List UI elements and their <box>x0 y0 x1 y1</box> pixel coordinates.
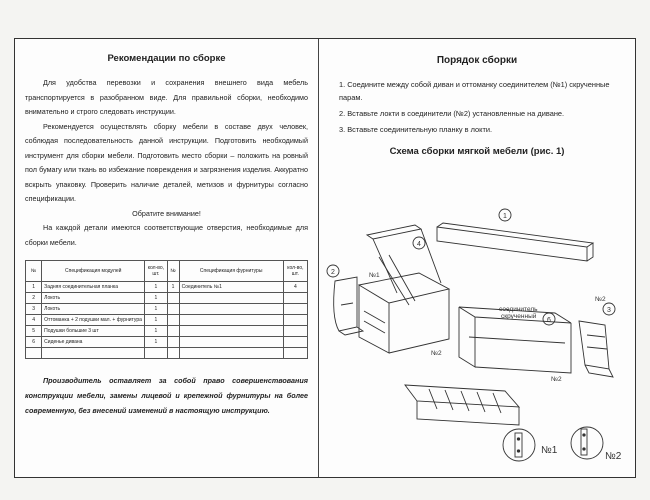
table-cell <box>179 315 283 326</box>
table-row <box>26 326 308 337</box>
left-page <box>15 39 318 477</box>
table-cell: 5 <box>26 326 42 337</box>
table-cell: Сиденье дивана <box>42 337 145 348</box>
label-connector: скрученный <box>501 313 537 320</box>
table-cell: 1 <box>145 337 167 348</box>
table-cell <box>283 304 307 315</box>
callout-1 <box>499 209 511 221</box>
table-header: Спецификация фурнитуры <box>179 261 283 282</box>
table-cell <box>167 293 179 304</box>
assembly-diagram <box>319 197 635 477</box>
table-cell <box>26 348 42 359</box>
ottoman-part <box>359 225 449 353</box>
table-header: кол-во, шт. <box>145 261 167 282</box>
callout-6 <box>543 313 555 325</box>
table-cell <box>42 348 145 359</box>
paragraph-assembly: Рекомендуется осуществлять сборку мебели в составе двух человек, соблюдая последовательность данной инструкции. Подготовить необходимый инструмент для сборки мебели. Подготовить место сборки – положить на ровный пол бумагу или ткань во избежание повреждения и загрязнения изделия. Аккуратно вскрыть упаковку. Проверить наличие деталей, метизов и фурнитуры согласно спецификации. <box>25 121 308 203</box>
table-row <box>26 337 308 348</box>
table-row <box>26 315 308 326</box>
label-n2: №2 <box>431 350 442 357</box>
table-cell: Соединитель №1 <box>179 282 283 293</box>
table-cell <box>167 315 179 326</box>
table-cell <box>179 337 283 348</box>
table-cell: 1 <box>145 293 167 304</box>
table-cell <box>179 326 283 337</box>
manufacturer-disclaimer: Производитель оставляет за собой право совершенствования конструкции мебели, замены лицевой и крепежной фурнитуры на более современную, без внесений изменений в настоящую инструкцию. <box>25 376 308 415</box>
table-header: кол-во, шт. <box>283 261 307 282</box>
table-cell: Задняя соединительная планка <box>42 282 145 293</box>
table-header-row <box>26 261 308 282</box>
assembly-steps <box>329 78 625 136</box>
table-row <box>26 304 308 315</box>
table-cell: 1 <box>145 304 167 315</box>
table-cell <box>283 293 307 304</box>
assembly-step: 2. Вставьте локти в соединители (№2) установленные на диване. <box>339 109 565 118</box>
attention-heading: Обратите внимание! <box>132 208 201 218</box>
table-header: № <box>26 261 42 282</box>
table-cell <box>167 326 179 337</box>
table-cell: Локоть <box>42 304 145 315</box>
table-cell <box>179 293 283 304</box>
table-cell: 1 <box>167 282 179 293</box>
table-cell: 1 <box>145 315 167 326</box>
table-cell <box>283 315 307 326</box>
callout-2 <box>327 265 339 277</box>
table-row <box>26 282 308 293</box>
table-cell <box>283 326 307 337</box>
svg-text:4: 4 <box>417 241 421 248</box>
connector-n1-icon <box>503 429 535 461</box>
table-cell <box>167 304 179 315</box>
svg-text:3: 3 <box>607 307 611 314</box>
table-cell <box>167 337 179 348</box>
table-header: Спецификация модулей <box>42 261 145 282</box>
table-cell: 6 <box>26 337 42 348</box>
paragraph-holes: На каждой детали имеются соответствующие отверстия, необходимые для сборки мебели. <box>25 223 308 247</box>
table-cell: 1 <box>145 326 167 337</box>
label-connector: соединитель <box>499 306 538 313</box>
table-cell: 3 <box>26 304 42 315</box>
table-cell: 4 <box>26 315 42 326</box>
paragraph-transport: Для удобства перевозки и сохранения внешнего вида мебель транспортируется в разобранном виде. Для правильной сборки, необходимо внимательно и строго следовать инструкции. <box>25 78 308 116</box>
table-cell: 4 <box>283 282 307 293</box>
table-header: № <box>167 261 179 282</box>
legend-n1: №1 <box>541 445 558 456</box>
table-cell <box>145 348 167 359</box>
table-cell: Локоть <box>42 293 145 304</box>
table-cell: Подушки большие 3 шт <box>42 326 145 337</box>
instruction-sheet <box>14 38 636 478</box>
label-n1: №1 <box>369 272 380 279</box>
callout-3 <box>603 303 615 315</box>
table-cell: 1 <box>26 282 42 293</box>
cushion-part <box>405 385 519 425</box>
table-row <box>26 348 308 359</box>
table-cell <box>283 348 307 359</box>
right-page <box>319 39 635 477</box>
connector-n2-icon <box>571 427 603 459</box>
svg-text:2: 2 <box>331 269 335 276</box>
table-cell: 2 <box>26 293 42 304</box>
left-page-title: Рекомендации по сборке <box>107 53 226 64</box>
armrest-part <box>579 321 613 377</box>
table-cell <box>167 348 179 359</box>
svg-text:1: 1 <box>503 213 507 220</box>
table-cell: 1 <box>145 282 167 293</box>
callout-4 <box>413 237 425 249</box>
scheme-title: Схема сборки мягкой мебели (рис. 1) <box>389 146 565 157</box>
svg-text:6: 6 <box>547 317 551 324</box>
right-page-title: Порядок сборки <box>436 55 518 66</box>
table-cell <box>179 304 283 315</box>
legend-n2: №2 <box>605 451 622 462</box>
back-panel-part <box>437 223 593 261</box>
label-n2: №2 <box>551 376 562 383</box>
assembly-step: 3. Вставьте соединительную планку в локти. <box>339 125 493 134</box>
label-n2: №2 <box>595 296 606 303</box>
table-cell <box>179 348 283 359</box>
specification-table <box>25 260 308 359</box>
assembly-step: 1. Соедините между собой диван и оттоманку соединителем (№1) скрученные парам. <box>339 80 610 102</box>
table-cell: Оттоманка + 2 подушки мал. + фурнитура <box>42 315 145 326</box>
table-row <box>26 293 308 304</box>
table-cell <box>283 337 307 348</box>
